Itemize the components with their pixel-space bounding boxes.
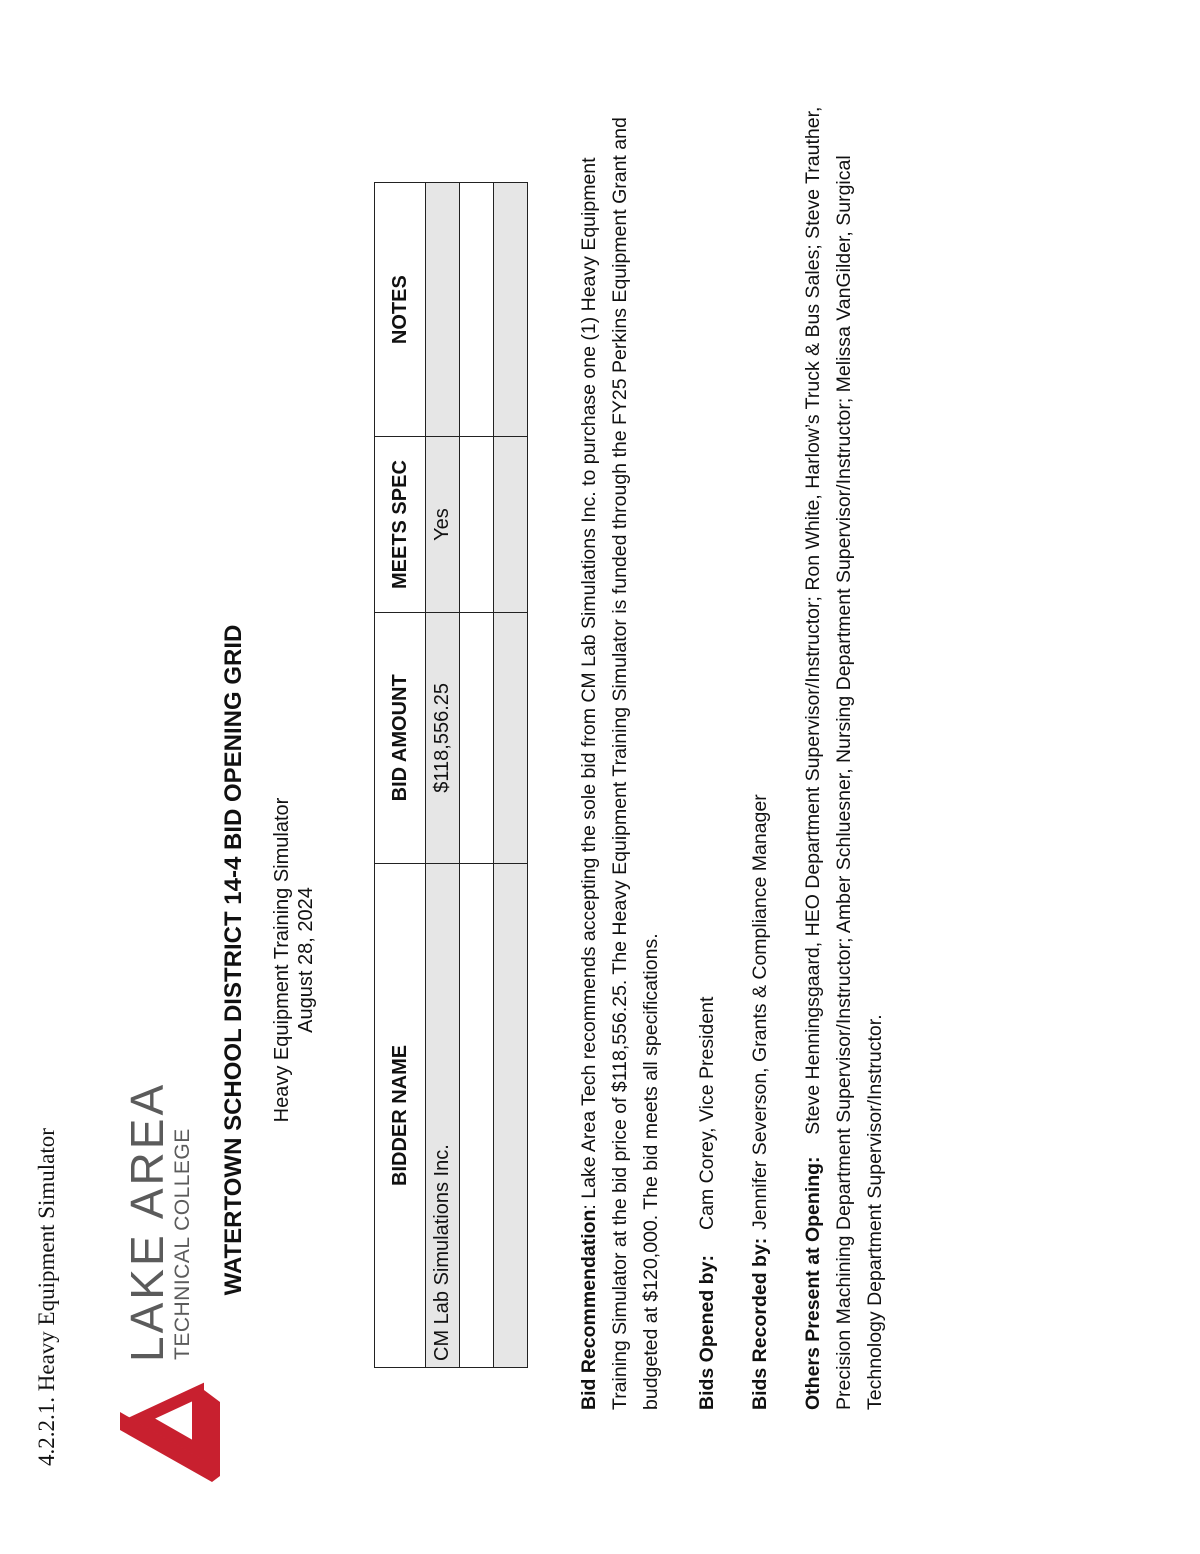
document-content	[104, 70, 924, 1490]
cell-notes	[460, 183, 494, 437]
recorded-by-value: Jennifer Severson, Grants & Compliance Manager	[749, 794, 771, 1230]
recommendation-label: Bid Recommendation	[578, 1209, 600, 1410]
cell-bidder: CM Lab Simulations Inc.	[426, 863, 460, 1367]
cell-meets-spec	[460, 437, 494, 613]
logo-line2: TECHNICAL COLLEGE	[171, 1128, 194, 1360]
opened-by-label: Bids Opened by:	[696, 1255, 718, 1410]
header-meets-spec: MEETS SPEC	[375, 437, 426, 613]
cell-meets-spec: Yes	[426, 437, 460, 613]
cell-meets-spec	[494, 437, 528, 613]
document-date: August 28, 2024	[295, 887, 317, 1033]
table-row	[460, 183, 494, 1368]
others-present	[798, 90, 891, 1410]
bid-recommendation	[574, 90, 667, 1410]
table-row	[494, 183, 528, 1368]
cell-notes	[426, 183, 460, 437]
header-bid-amount: BID AMOUNT	[375, 612, 426, 863]
page-label: 4.2.2.1. Heavy Equipment Simulator	[34, 1128, 59, 1466]
recommendation-text: : Lake Area Tech recommends accepting the sole bid from CM Lab Simulations Inc. to purchase one (1) Heavy Equipment Training Simulator at the bid price of $118,556.25. The Heavy Equipment Training Simulator is funded through the FY25 Perkins Equipment Grant and budgeted at $120,000. The bid meets all specifications.	[578, 117, 662, 1410]
cell-bidder	[494, 863, 528, 1367]
cell-amount: $118,556.25	[426, 612, 460, 863]
document-title: WATERTOWN SCHOOL DISTRICT 14-4 BID OPENING GRID	[220, 624, 247, 1296]
logo-mark-icon	[112, 1370, 222, 1490]
bids-recorded-by	[745, 794, 776, 1410]
others-label: Others Present at Opening:	[802, 1156, 824, 1410]
bid-grid-table	[374, 182, 528, 1368]
cell-bidder	[460, 863, 494, 1367]
table-row	[426, 183, 460, 1368]
college-logo	[112, 1081, 222, 1490]
table-header-row	[375, 183, 426, 1368]
opened-by-value: Cam Corey, Vice President	[696, 996, 718, 1230]
cell-amount	[494, 612, 528, 863]
others-value: Steve Henningsgaard, HEO Department Supervisor/Instructor; Ron White, Harlow’s Truck & Bus Sales; Steve Trauther, Precision Machining Department Supervisor/Instructor; Amber Schluesner, Nursing Department Supervisor/Instructor; Melissa VanGilder, Surgical Technology Department Supervisor/Instructor.	[802, 106, 886, 1410]
recorded-by-label: Bids Recorded by:	[749, 1237, 771, 1410]
header-bidder-name: BIDDER NAME	[375, 863, 426, 1367]
document-subtitle	[270, 430, 318, 1490]
cell-amount	[460, 612, 494, 863]
bids-opened-by	[692, 997, 723, 1410]
subtitle-line: Heavy Equipment Training Simulator	[271, 797, 293, 1123]
logo-line1: LAKE AREA	[121, 1081, 173, 1362]
header-notes: NOTES	[375, 183, 426, 437]
cell-notes	[494, 183, 528, 437]
